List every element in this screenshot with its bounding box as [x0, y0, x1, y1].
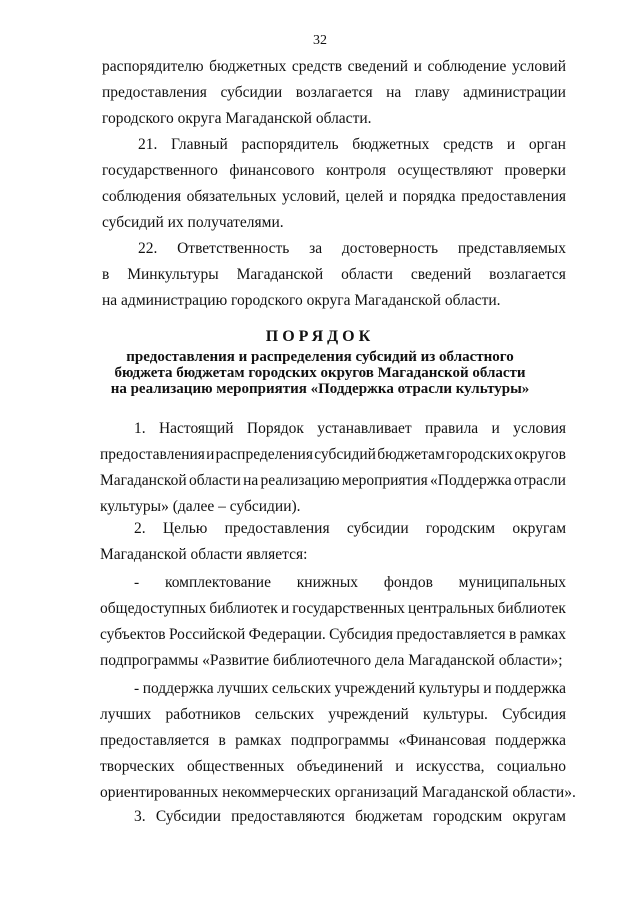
word: распорядитель	[241, 136, 339, 153]
text-line	[102, 80, 566, 106]
word: государственного	[102, 162, 218, 179]
word: городским	[425, 520, 496, 537]
word: Порядок	[246, 420, 304, 437]
word: субсидии	[346, 520, 409, 537]
paragraph-2	[100, 516, 566, 568]
word: за	[309, 240, 323, 257]
word: учреждений	[328, 706, 409, 723]
word: Магаданской	[100, 472, 187, 489]
word: на	[243, 472, 259, 489]
word: округам	[512, 808, 566, 825]
word: сельских	[271, 680, 332, 697]
paragraph-3	[100, 804, 566, 830]
word: общедоступных	[100, 600, 207, 617]
word: Целью	[162, 520, 208, 537]
paragraph-continuation	[102, 54, 566, 132]
text-line	[100, 702, 566, 728]
text-line	[100, 728, 566, 754]
text-line	[100, 468, 566, 494]
word: реализацию	[260, 472, 340, 489]
text-line	[100, 416, 566, 442]
text-line	[100, 570, 566, 596]
word: библиотек	[209, 600, 278, 617]
word: культуры	[418, 680, 480, 697]
word: в	[218, 732, 226, 749]
word: культуры.	[422, 706, 488, 723]
word: Российской	[168, 626, 246, 643]
word: искусства,	[415, 758, 485, 775]
word: порядка	[402, 188, 456, 205]
word: комплектование	[164, 574, 271, 591]
word: библиотек	[497, 600, 566, 617]
word: представляемых	[457, 240, 566, 257]
text-line	[102, 184, 566, 210]
word: условий,	[281, 188, 340, 205]
word: распределения	[215, 446, 313, 463]
text-line: Магаданской области является:	[100, 546, 308, 563]
word: общественных	[186, 758, 285, 775]
word: в	[508, 626, 517, 643]
word: контроля	[326, 162, 386, 179]
word: центральных	[407, 600, 495, 617]
word: в	[102, 266, 110, 283]
word: бюджетам	[377, 446, 445, 463]
text-line	[100, 754, 566, 780]
text-line: культуры» (далее – субсидии).	[100, 498, 301, 515]
word: целей	[345, 188, 384, 205]
word: Субсидия	[502, 706, 566, 723]
text-line	[100, 442, 566, 468]
word: распорядителю	[102, 58, 204, 75]
word: и	[280, 600, 290, 617]
word: творческих	[100, 758, 175, 775]
word: городских	[446, 446, 514, 463]
text-line	[102, 262, 566, 288]
word: и	[206, 446, 215, 463]
word: рамках	[235, 732, 282, 749]
word: бюджетных	[209, 58, 287, 75]
word: Ответственность	[177, 240, 290, 257]
text-line: ориентированных некоммерческих организаций Магаданской области».	[100, 784, 576, 801]
word: сведений	[410, 266, 472, 283]
word: Федерации.	[248, 626, 326, 643]
word: и	[506, 136, 516, 153]
text-line: на администрацию городского округа Магаданской области.	[102, 292, 501, 309]
word: округов	[514, 446, 566, 463]
page-number: 32	[313, 33, 327, 48]
word: средств	[291, 58, 343, 75]
word: объединений	[296, 758, 383, 775]
word: лучших	[100, 706, 152, 723]
word: книжных	[296, 574, 359, 591]
word: 22.	[138, 240, 158, 257]
word: Главный	[171, 136, 228, 153]
word: предоставляется	[100, 732, 210, 749]
word: сельских	[254, 706, 315, 723]
word: администрации	[463, 84, 566, 101]
text-line	[102, 158, 566, 184]
word: городским	[432, 808, 503, 825]
word: Субсидии	[155, 808, 221, 825]
word: бюджетам	[355, 808, 423, 825]
word: области	[188, 472, 241, 489]
heading-subtitle	[0, 349, 640, 397]
word: «Поддержка	[430, 472, 512, 489]
word: достоверность	[341, 240, 439, 257]
word: лучших	[217, 680, 269, 697]
word: главу	[414, 84, 450, 101]
word: отрасли	[513, 472, 566, 489]
word: округам	[512, 520, 566, 537]
text-line: подпрограммы «Развитие библиотечного дела Магаданской области»;	[100, 652, 563, 669]
word: на	[386, 84, 402, 101]
word: социально	[496, 758, 566, 775]
word: финансового	[229, 162, 315, 179]
text-line	[100, 596, 566, 622]
heading-subtitle-line: бюджета бюджетам городских округов Магаданской области	[114, 365, 526, 381]
paragraph-22	[102, 236, 566, 314]
bullet-item-1	[100, 570, 566, 674]
word: Настоящий	[158, 420, 234, 437]
word: работников	[165, 706, 241, 723]
word: предоставляются	[231, 808, 345, 825]
word: возлагается	[489, 266, 566, 283]
word: условия	[513, 420, 566, 437]
word: подпрограммы	[290, 732, 390, 749]
word: -	[134, 574, 140, 591]
word: обязательных	[186, 188, 277, 205]
word: средств	[443, 136, 494, 153]
word: Минкультуры	[127, 266, 219, 283]
heading-subtitle-line: предоставления и распределения субсидий из областного	[126, 349, 514, 365]
word: 1.	[134, 420, 146, 437]
word: предоставления	[102, 84, 207, 101]
word: и	[483, 680, 492, 697]
word: соблюдения	[102, 188, 182, 205]
word: поддержка	[495, 680, 566, 697]
paragraph-21	[102, 132, 566, 236]
heading-subtitle-line: на реализацию мероприятия «Поддержка отрасли культуры»	[110, 381, 530, 397]
word: предоставления	[100, 446, 205, 463]
word: государственных	[292, 600, 405, 617]
word: и	[388, 188, 398, 205]
word: осуществляют	[397, 162, 493, 179]
word: мероприятия	[341, 472, 428, 489]
word: правила	[425, 420, 479, 437]
word: «Финансовая	[398, 732, 486, 749]
word: поддержка	[142, 680, 214, 697]
word: бюджетных	[352, 136, 430, 153]
text-line	[102, 132, 566, 158]
word: субъектов	[100, 626, 166, 643]
word: 3.	[134, 808, 146, 825]
text-line	[100, 516, 566, 542]
word: устанавливает	[317, 420, 412, 437]
word: орган	[528, 136, 566, 153]
word: и	[491, 420, 500, 437]
word: -	[134, 680, 140, 697]
paragraph-1	[100, 416, 566, 520]
word: области	[341, 266, 393, 283]
word: учреждений	[334, 680, 416, 697]
word: субсидий	[314, 446, 376, 463]
word: поддержка	[495, 732, 566, 749]
text-line	[102, 54, 566, 80]
word: 2.	[134, 520, 146, 537]
bullet-item-2	[100, 676, 576, 806]
word: и	[395, 758, 404, 775]
text-line	[100, 804, 566, 830]
word: проверки	[504, 162, 566, 179]
text-line	[102, 236, 566, 262]
word: возлагается	[295, 84, 373, 101]
word: Субсидия	[329, 626, 393, 643]
word: 21.	[138, 136, 158, 153]
word: фондов	[383, 574, 433, 591]
word: муниципальных	[458, 574, 566, 591]
heading-title: ПОРЯДОК	[265, 328, 375, 345]
text-line	[100, 622, 566, 648]
word: и	[413, 58, 422, 75]
word: предоставления	[224, 520, 330, 537]
word: субсидии	[220, 84, 283, 101]
word: предоставляется	[396, 626, 506, 643]
word: сведений	[347, 58, 409, 75]
text-line: субсидий их получателями.	[102, 214, 284, 231]
word: условий	[511, 58, 566, 75]
word: предоставления	[461, 188, 566, 205]
text-line: городского округа Магаданской области.	[102, 110, 372, 127]
word: рамках	[519, 626, 566, 643]
word: Магаданской	[236, 266, 324, 283]
word: соблюдение	[427, 58, 507, 75]
text-line	[100, 676, 566, 702]
